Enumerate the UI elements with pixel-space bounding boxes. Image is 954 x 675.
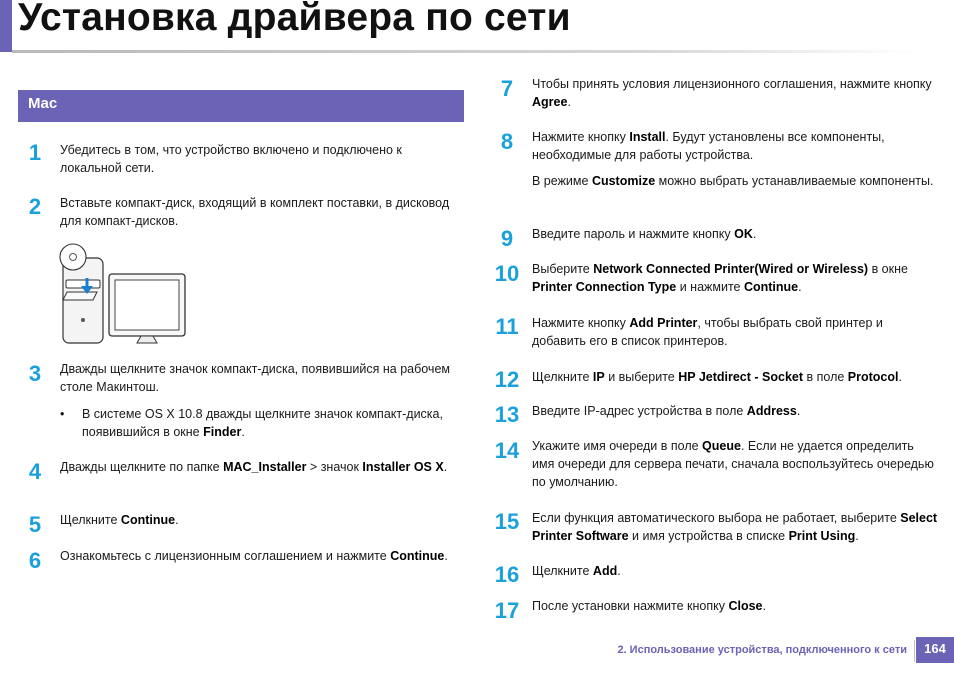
step-sub-bullet	[82, 405, 455, 441]
step-number: 13	[494, 402, 520, 427]
page-number: 164	[916, 637, 954, 663]
text-run: . Если не удается определить имя очереди для сервера печати, сначала воспользуйтесь очередью по умолчанию.	[532, 439, 934, 489]
text-run: .	[567, 95, 571, 109]
text-run: в окне	[868, 262, 908, 276]
title-accent-bar	[0, 0, 12, 52]
step-number: 9	[500, 226, 514, 251]
step-text	[532, 437, 937, 491]
text-run: и выберите	[604, 370, 679, 384]
text-run: В системе OS X 10.8 дважды щелкните значок компакт-диска, появившийся в окне	[82, 407, 443, 439]
ui-term: Close	[728, 599, 763, 613]
text-run: В режиме	[532, 174, 592, 188]
footer-divider	[914, 640, 915, 662]
text-run: Введите IP-адрес устройства в поле	[532, 404, 747, 418]
step-text	[532, 402, 937, 420]
ui-term: Queue	[702, 439, 741, 453]
ui-term: Network Connected Printer(Wired or Wireless)	[593, 262, 869, 276]
ui-term: Continue	[743, 280, 799, 294]
ui-term: Continue	[120, 513, 176, 527]
step-text	[532, 368, 942, 386]
text-run: Введите пароль и нажмите кнопку	[532, 227, 735, 241]
ui-term: Add Printer	[629, 316, 698, 330]
text-run: и нажмите	[676, 280, 744, 294]
text-run: Нажмите кнопку	[532, 316, 630, 330]
step-number: 17	[494, 598, 520, 623]
text-run: .	[798, 280, 802, 294]
ui-term: Address	[746, 404, 797, 418]
text-run: в поле	[803, 370, 848, 384]
ui-term: HP Jetdirect - Socket	[678, 370, 804, 384]
ui-term: Add	[592, 564, 618, 578]
step-number: 5	[28, 512, 42, 537]
step-number: 7	[500, 76, 514, 101]
ui-term: OK	[734, 227, 753, 241]
step-text	[532, 509, 942, 545]
bullet-marker: •	[60, 407, 65, 421]
step-text	[60, 141, 455, 177]
text-run: Чтобы принять условия лицензионного соглашения, нажмите кнопку	[532, 77, 932, 91]
page-title: Установка драйвера по сети	[18, 0, 571, 39]
step-text	[532, 128, 937, 164]
step-number: 10	[494, 261, 520, 286]
step-number: 11	[495, 314, 519, 339]
ui-term: Protocol	[847, 370, 899, 384]
step-note	[532, 172, 937, 190]
step-number: 15	[494, 509, 520, 534]
text-run: .	[444, 549, 448, 563]
step-number: 16	[494, 562, 520, 587]
step-text	[60, 458, 465, 476]
text-run: Вставьте компакт-диск, входящий в комплект поставки, в дисковод для компакт-дисков.	[60, 196, 450, 228]
text-run: Дважды щелкните значок компакт-диска, появившийся на рабочем столе Макинтош.	[60, 362, 450, 394]
text-run: .	[898, 370, 902, 384]
step-number: 2	[28, 194, 42, 219]
text-run: Если функция автоматического выбора не работает, выберите	[532, 511, 901, 525]
step-text	[60, 360, 455, 396]
step-text	[532, 562, 937, 580]
step-text	[532, 225, 937, 243]
step-number: 8	[500, 129, 514, 154]
ui-term: Agree	[532, 95, 568, 109]
step-number: 1	[28, 140, 42, 165]
ui-term: MAC_Installer	[223, 460, 307, 474]
text-run: Укажите имя очереди в поле	[532, 439, 703, 453]
text-run: .	[796, 404, 801, 418]
ui-term: IP	[592, 370, 605, 384]
text-run: Щелкните	[532, 564, 593, 578]
ui-term: Install	[629, 130, 666, 144]
ui-term: Printer Connection Type	[532, 280, 677, 294]
text-run: Убедитесь в том, что устройство включено и подключено к локальной сети.	[60, 143, 402, 175]
ui-term: Customize	[591, 174, 656, 188]
ui-term: Installer OS X	[362, 460, 444, 474]
step-number: 3	[28, 361, 42, 386]
step-number: 4	[28, 459, 42, 484]
ui-term: Finder	[203, 425, 242, 439]
text-run: Ознакомьтесь с лицензионным соглашением и нажмите	[60, 549, 391, 563]
step-text	[60, 511, 455, 529]
step-number: 12	[494, 367, 520, 392]
step-text	[60, 547, 455, 565]
text-run: .	[175, 513, 179, 527]
step-text	[532, 75, 937, 111]
section-header-mac: Mac	[18, 90, 464, 122]
text-run: > значок	[306, 460, 363, 474]
step-number: 14	[494, 438, 520, 463]
step-text	[532, 597, 937, 615]
text-run: Нажмите кнопку	[532, 130, 630, 144]
text-run: .	[241, 425, 245, 439]
text-run: Выберите	[532, 262, 594, 276]
text-run: После установки нажмите кнопку	[532, 599, 729, 613]
step-text	[60, 194, 455, 230]
footer-chapter: 2. Использование устройства, подключенного к сети	[617, 644, 907, 656]
text-run: .	[855, 529, 859, 543]
text-run: и имя устройства в списке	[628, 529, 789, 543]
text-run: Дважды щелкните по папке	[60, 460, 224, 474]
step-number: 6	[28, 548, 42, 573]
text-run: .	[443, 460, 448, 474]
text-run: .	[752, 227, 757, 241]
text-run: Щелкните	[532, 370, 593, 384]
text-run: .	[762, 599, 766, 613]
text-run: Щелкните	[60, 513, 121, 527]
text-run: . Будут установлены все компоненты, необходимые для работы устройства.	[532, 130, 885, 162]
title-divider	[12, 50, 917, 53]
ui-term: Continue	[390, 549, 445, 563]
text-run: можно выбрать устанавливаемые компоненты.	[655, 174, 934, 188]
ui-term: Print Using	[788, 529, 856, 543]
cd-drive-illustration	[57, 240, 192, 345]
text-run: .	[617, 564, 621, 578]
step-text	[532, 260, 942, 296]
ui-term: Select Printer Software	[532, 511, 938, 543]
text-run: , чтобы выбрать свой принтер и добавить его в список принтеров.	[532, 316, 883, 348]
step-text	[532, 314, 937, 350]
